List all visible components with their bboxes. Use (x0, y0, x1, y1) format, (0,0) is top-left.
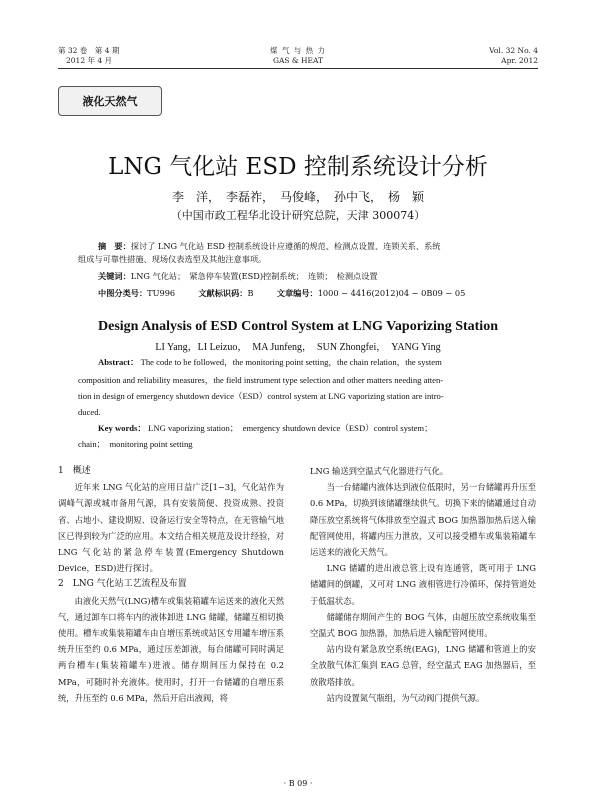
abstract-en-line4: duced. (78, 407, 101, 417)
section-1-heading: 1 概述 (58, 466, 91, 476)
journal-date-en: Apr. 2012 (501, 56, 538, 65)
authors-cn: 李 洋， 李磊祚， 马俊峰， 孙中飞， 杨 颖 (171, 190, 424, 204)
abstract-cn-line1 (98, 240, 518, 253)
section-2-paragraph: 由液化天然气(LNG)槽车或集装箱罐车运送来的液化天然气，通过卸车口将车内的液体卸进 LNG 储罐，储罐互相切换使用。槽车或集装箱罐车由自增压系统或站区专用罐车增压系统升压至约 0.6 MPa，通过压差卸液，每台储罐可同时满足两台槽车(集装箱罐车)进液。储存期间压力保持在 0.2 MPa，可随时补充液体。使用时，打开一台储罐的自增压系统，升压至约 0.6 MPa，然后开启出液阀，将 (58, 595, 284, 703)
classification-line (98, 287, 518, 300)
right-paragraph-continuation: LNG 输送到空温式气化器进行气化。 (310, 466, 449, 476)
section-2-heading: 2 LNG 气化站工艺流程及布置 (58, 579, 187, 590)
authors-en: LI Yang，LI Leizuo， MA Junfeng， SUN Zhongfei， YANG Ying (155, 342, 441, 353)
abstract-en-text1: The code to be followed，the monitoring point setting，the chain relation，the system (140, 357, 442, 367)
abstract-cn-line2: 组成与可靠性措施、现场仪表选型及其他注意事项。 (78, 254, 267, 264)
right-paragraph-1: 当一台储罐内液体达到液位低限时，另一台储罐再升压至 0.6 MPa，切换到该储罐继续供气。切换下来的储罐通过自动降压放空系统将气体排放至空温式 BOG 加热器加热后送入输配管网使用，将罐内压力泄放，又可以接受槽车或集装箱罐车运送来的液化天然气。 (310, 482, 536, 558)
section-1-paragraph: 近年来 LNG 气化站的应用日益广泛[1−3]，气化站作为调峰气源或城市备用气源，具有安装简便、投资成熟、投资省、占地小、建设期短、设备运行安全等特点，在无管输气地区已得到较为广泛的应用。本文结合相关规范及设计经验，对 LNG 气化站的紧急停车装置(Emergency Shutdown Device，ESD)进行探讨。 (58, 482, 284, 574)
journal-name-en: GAS & HEAT (272, 56, 323, 65)
right-paragraph-4: 站内设有紧急放空系统(EAG)，LNG 储罐和管道上的安全放散气体汇集到 EAG 总管，经空温式 EAG 加热器后，至放散塔排放。 (310, 644, 536, 687)
right-paragraph-5: 站内设置氮气瓶组，为气动阀门提供气源。 (326, 692, 485, 703)
journal-volume: 第 32 卷 第 4 期 (58, 46, 120, 55)
clc-label: 中图分类号： (98, 288, 148, 298)
clc-value: TU996 (147, 288, 176, 298)
section-tag: 液化天然气 (58, 86, 162, 116)
body-left-column (58, 463, 284, 706)
abstract-en-line3: tion in design of emergency shutdown device（ESD）control system at LNG vaporizing station are intro- (78, 391, 444, 401)
abstract-cn-label: 摘 要： (98, 241, 131, 251)
keywords-en-line2: chain； monitoring point setting (78, 439, 193, 449)
page-number: · B 09 · (283, 779, 313, 788)
keywords-en-text1: LNG vaporizing station； emergency shutdown device（ESD）control system； (148, 423, 433, 433)
right-paragraph-2: LNG 储罐的进出液总管上设有连通管，既可用于 LNG 储罐间的倒罐，又可对 LNG 液相管进行冷循环，保持管道处于低温状态。 (310, 563, 536, 606)
article-no-value: 1000 − 4416(2012)04 − 0B09 − 05 (317, 288, 466, 298)
affiliation-cn: （中国市政工程华北设计研究总院，天津 300074） (170, 209, 426, 222)
keywords-en-label: Key words： (98, 423, 146, 433)
keywords-en-line1 (98, 421, 518, 435)
keywords-cn (98, 270, 518, 283)
journal-name-cn: 煤 气 与 热 力 (269, 46, 327, 55)
article-no-label: 文章编号： (276, 288, 318, 298)
journal-date: 2012 年 4 月 (66, 56, 113, 65)
title-cn: LNG 气化站 ESD 控制系统设计分析 (108, 154, 488, 180)
doc-code-label: 文献标识码： (198, 288, 248, 298)
right-paragraph-3: 储罐储存期间产生的 BOG 气体，由超压放空系统收集至空温式 BOG 加热器，加热后进入输配管网使用。 (310, 611, 536, 639)
abstract-cn-text: 探讨了 LNG 气化站 ESD 控制系统设计应遵循的规范、检测点设置、连锁关系、系统 (130, 241, 441, 251)
abstract-en-line1 (98, 355, 518, 369)
header-rule (58, 68, 538, 69)
abstract-en-label: Abstract： (98, 357, 139, 367)
title-en: Design Analysis of ESD Control System at LNG Vaporizing Station (98, 319, 498, 334)
abstract-en-line2: composition and reliability measures，the field instrument type selection and other matters needing atten- (78, 375, 444, 385)
journal-volume-en: Vol. 32 No. 4 (489, 46, 538, 55)
keywords-cn-text: LNG 气化站； 紧急停车装置(ESD)控制系统； 连锁； 检测点设置 (130, 271, 378, 281)
doc-code-value: B (247, 288, 254, 298)
body-right-column (310, 463, 536, 706)
keywords-cn-label: 关键词： (98, 271, 131, 281)
